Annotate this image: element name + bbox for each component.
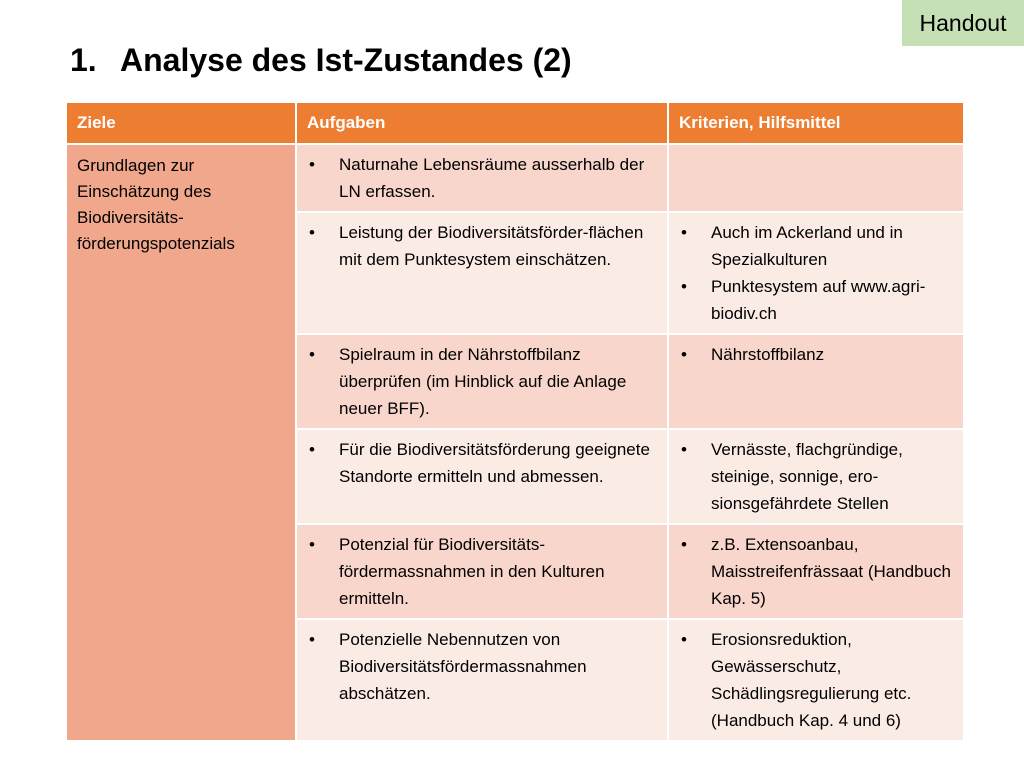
title-number: 1. [70, 42, 97, 78]
kriterien-cell [668, 144, 964, 212]
kriterien-cell [668, 429, 964, 524]
kriterien-list [679, 341, 953, 368]
list-item: • Erosionsreduktion, Gewässerschutz, Schädlingsregulierung etc. (Handbuch Kap. 4 und 6) [679, 626, 953, 734]
table-row [66, 144, 964, 212]
header-ziele: Ziele [66, 102, 296, 144]
handout-badge: Handout [902, 0, 1024, 46]
aufgaben-list [307, 151, 657, 205]
aufgaben-cell [296, 619, 668, 741]
table-header-row [66, 102, 964, 144]
kriterien-cell [668, 334, 964, 429]
header-aufgaben: Aufgaben [296, 102, 668, 144]
kriterien-list [679, 436, 953, 517]
title-text: Analyse des Ist-Zustandes (2) [120, 42, 572, 78]
list-item: • Vernässte, flachgründige, steinige, sonnige, ero-sionsgefährdete Stellen [679, 436, 953, 517]
kriterien-cell [668, 212, 964, 334]
list-item: • Leistung der Biodiversitätsförder-flächen mit dem Punktesystem einschätzen. [307, 219, 657, 273]
list-item: • Nährstoffbilanz [679, 341, 953, 368]
aufgaben-list [307, 219, 657, 273]
list-item: • Auch im Ackerland und in Spezialkulturen [679, 219, 953, 273]
ziele-cell: Grundlagen zur Einschätzung des Biodiversitäts-förderungspotenzials [66, 144, 296, 741]
list-item: • z.B. Extensoanbau, Maisstreifenfrässaat (Handbuch Kap. 5) [679, 531, 953, 612]
list-item: • Potenzial für Biodiversitäts-fördermassnahmen in den Kulturen ermitteln. [307, 531, 657, 612]
list-item: • Punktesystem auf www.agri-biodiv.ch [679, 273, 953, 327]
list-item: • Potenzielle Nebennutzen von Biodiversitätsfördermassnahmen abschätzen. [307, 626, 657, 707]
kriterien-cell [668, 619, 964, 741]
aufgaben-list [307, 626, 657, 707]
header-kriterien: Kriterien, Hilfsmittel [668, 102, 964, 144]
kriterien-cell [668, 524, 964, 619]
kriterien-list [679, 219, 953, 327]
aufgaben-cell [296, 212, 668, 334]
aufgaben-list [307, 531, 657, 612]
kriterien-list [679, 626, 953, 734]
aufgaben-list [307, 436, 657, 490]
aufgaben-cell [296, 429, 668, 524]
aufgaben-cell [296, 144, 668, 212]
slide-title [70, 42, 572, 79]
aufgaben-list [307, 341, 657, 422]
aufgaben-cell [296, 334, 668, 429]
list-item: • Naturnahe Lebensräume ausserhalb der LN erfassen. [307, 151, 657, 205]
list-item: • Für die Biodiversitätsförderung geeignete Standorte ermitteln und abmessen. [307, 436, 657, 490]
list-item: • Spielraum in der Nährstoffbilanz überprüfen (im Hinblick auf die Anlage neuer BFF). [307, 341, 657, 422]
analysis-table [65, 101, 965, 742]
kriterien-list [679, 531, 953, 612]
aufgaben-cell [296, 524, 668, 619]
